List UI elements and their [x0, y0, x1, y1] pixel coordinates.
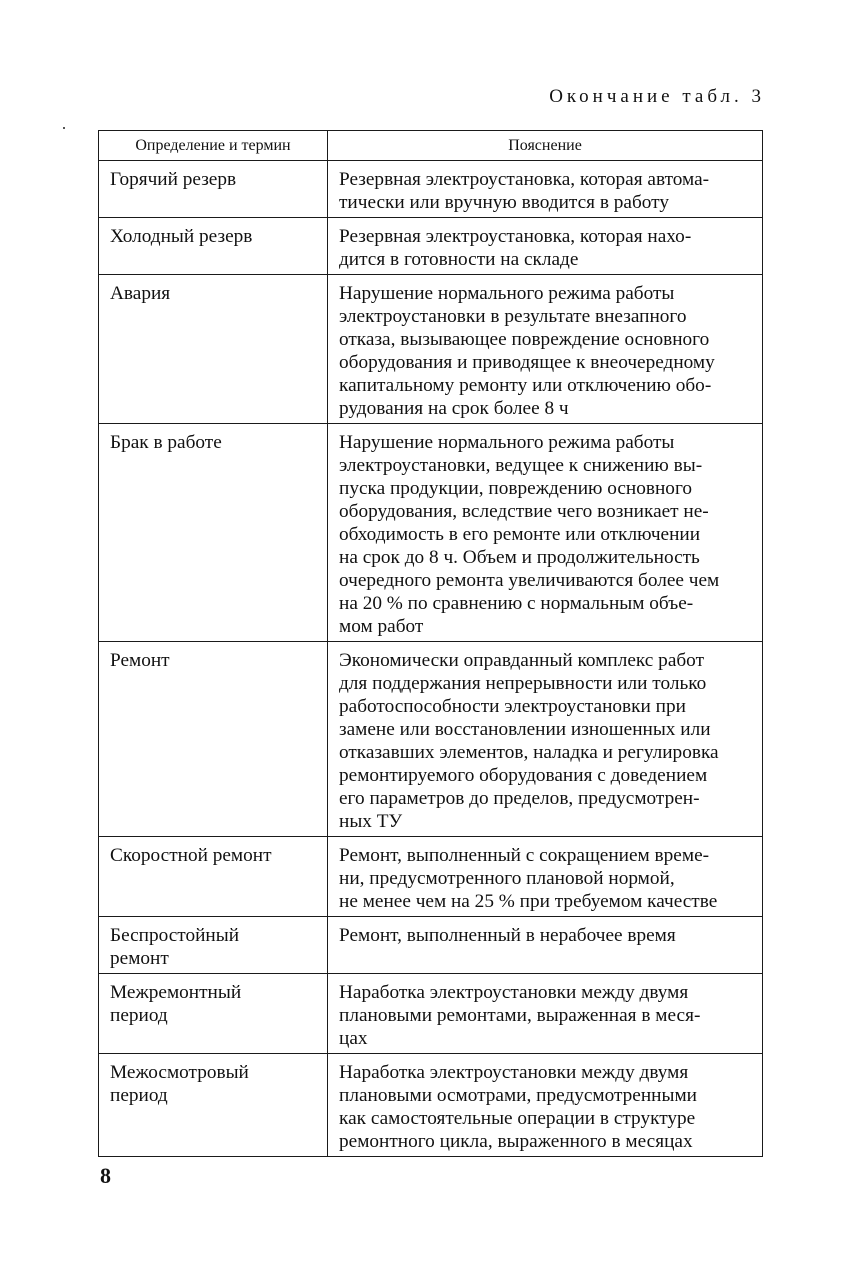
table-row [99, 917, 763, 974]
term-line: период [110, 1085, 168, 1106]
explanation-line: Резервная электроустановка, которая нахо- [339, 226, 692, 247]
page-number: 8 [100, 1163, 111, 1188]
explanation-line: Ремонт, выполненный с сокращением време- [339, 845, 710, 866]
explanation-line: плановыми осмотрами, предусмотренными [339, 1085, 697, 1106]
explanation-line: тически или вручную вводится в работу [339, 192, 669, 213]
term-line: Беспростойный [110, 925, 240, 946]
definitions-table [98, 130, 763, 1157]
term-cell [99, 1054, 328, 1157]
term-line: Скоростной ремонт [110, 845, 272, 866]
explanation-cell [328, 1054, 763, 1157]
explanation-line: работоспособности электроустановки при [339, 696, 686, 717]
term-cell [99, 917, 328, 974]
term-cell [99, 837, 328, 917]
explanation-line: на срок до 8 ч. Объем и продолжительность [339, 547, 700, 568]
header-explanation: Пояснение [328, 131, 763, 161]
term-cell [99, 161, 328, 218]
explanation-line: обходимость в его ремонте или отключении [339, 524, 701, 545]
term-line: Межосмотровый [110, 1062, 249, 1083]
explanation-line: очередного ремонта увеличиваются более чем [339, 570, 720, 591]
explanation-line: Экономически оправданный комплекс работ [339, 650, 704, 671]
explanation-line: дится в готовности на складе [339, 249, 579, 270]
explanation-cell [328, 917, 763, 974]
explanation-cell [328, 642, 763, 837]
term-line: Холодный резерв [110, 226, 253, 247]
explanation-line: замене или восстановлении изношенных или [339, 719, 711, 740]
term-cell [99, 424, 328, 642]
explanation-line: ремонтируемого оборудования с доведением [339, 765, 708, 786]
term-cell [99, 642, 328, 837]
explanation-line: оборудования, вследствие чего возникает не- [339, 501, 709, 522]
term-line: Горячий резерв [110, 169, 237, 190]
explanation-line: его параметров до пределов, предусмотрен- [339, 788, 700, 809]
explanation-line: рудования на срок более 8 ч [339, 398, 569, 419]
explanation-line: Нарушение нормального режима работы [339, 432, 675, 453]
term-line: Брак в работе [110, 432, 222, 453]
term-cell [99, 275, 328, 424]
header-term: Определение и термин [99, 131, 328, 161]
explanation-line: не менее чем на 25 % при требуемом качестве [339, 891, 718, 912]
explanation-line: цах [339, 1028, 368, 1049]
explanation-line: на 20 % по сравнению с нормальным объе- [339, 593, 694, 614]
table-row [99, 424, 763, 642]
table-row [99, 218, 763, 275]
explanation-cell [328, 837, 763, 917]
scan-speck [63, 127, 65, 129]
explanation-line: Нарушение нормального режима работы [339, 283, 675, 304]
explanation-cell [328, 218, 763, 275]
table-row [99, 642, 763, 837]
table-row [99, 1054, 763, 1157]
explanation-line: Ремонт, выполненный в нерабочее время [339, 925, 676, 946]
explanation-line: пуска продукции, повреждению основного [339, 478, 693, 499]
explanation-cell [328, 974, 763, 1054]
table-row [99, 837, 763, 917]
explanation-cell [328, 161, 763, 218]
term-cell [99, 218, 328, 275]
explanation-line: Наработка электроустановки между двумя [339, 982, 689, 1003]
table-row [99, 275, 763, 424]
explanation-line: ни, предусмотренного плановой нормой, [339, 868, 675, 889]
explanation-line: электроустановки, ведущее к снижению вы- [339, 455, 703, 476]
explanation-line: мом работ [339, 616, 424, 637]
explanation-line: плановыми ремонтами, выраженная в меся- [339, 1005, 701, 1026]
table-header-row [99, 131, 763, 161]
explanation-line: отказа, вызывающее повреждение основного [339, 329, 710, 350]
explanation-line: для поддержания непрерывности или только [339, 673, 707, 694]
explanation-line: электроустановки в результате внезапного [339, 306, 687, 327]
term-line: Межремонтный [110, 982, 242, 1003]
table-row [99, 161, 763, 218]
explanation-line: ремонтного цикла, выраженного в месяцах [339, 1131, 693, 1152]
table-caption: Окончание табл. 3 [549, 86, 765, 107]
term-line: период [110, 1005, 168, 1026]
explanation-line: Наработка электроустановки между двумя [339, 1062, 689, 1083]
explanation-cell [328, 275, 763, 424]
explanation-line: капитальному ремонту или отключению обо- [339, 375, 712, 396]
explanation-line: как самостоятельные операции в структуре [339, 1108, 696, 1129]
explanation-line: оборудования и приводящее к внеочередному [339, 352, 715, 373]
term-line: ремонт [110, 948, 169, 969]
term-line: Авария [110, 283, 171, 304]
term-line: Ремонт [110, 650, 170, 671]
explanation-cell [328, 424, 763, 642]
explanation-line: Резервная электроустановка, которая автома- [339, 169, 710, 190]
term-cell [99, 974, 328, 1054]
explanation-line: отказавших элементов, наладка и регулировка [339, 742, 719, 763]
explanation-line: ных ТУ [339, 811, 403, 832]
table-row [99, 974, 763, 1054]
